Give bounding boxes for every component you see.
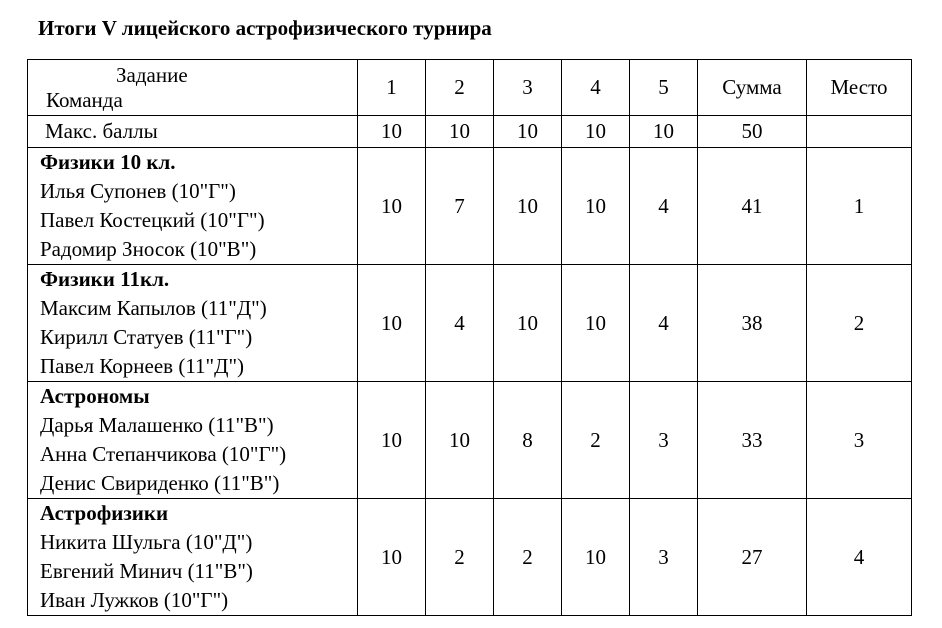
- score-task-4: 10: [562, 265, 630, 382]
- max-points-1: 10: [358, 116, 426, 148]
- max-points-4: 10: [562, 116, 630, 148]
- score-task-5: 3: [630, 382, 698, 499]
- team-member: Дарья Малашенко (11"В"): [40, 413, 274, 437]
- team-cell: [28, 499, 358, 616]
- team-member: Максим Капылов (11"Д"): [40, 296, 267, 320]
- max-points-place: [807, 116, 912, 148]
- team-member: Радомир Зносок (10"В"): [40, 237, 257, 261]
- table-row: [28, 382, 912, 499]
- score-sum: 27: [698, 499, 807, 616]
- team-member: Иван Лужков (10"Г"): [40, 588, 229, 612]
- team-name: Астрономы: [40, 384, 150, 408]
- table-row: [28, 499, 912, 616]
- team-member: Анна Степанчикова (10"Г"): [40, 442, 287, 466]
- score-task-1: 10: [358, 499, 426, 616]
- header-task-3: 3: [494, 60, 562, 116]
- score-task-5: 4: [630, 148, 698, 265]
- header-team-label: Команда: [46, 87, 123, 112]
- score-task-5: 3: [630, 499, 698, 616]
- score-sum: 41: [698, 148, 807, 265]
- team-cell: [28, 265, 358, 382]
- score-task-4: 10: [562, 499, 630, 616]
- score-task-3: 10: [494, 148, 562, 265]
- score-task-2: 4: [426, 265, 494, 382]
- team-name: Астрофизики: [40, 501, 169, 525]
- team-place: 4: [807, 499, 912, 616]
- table-row: [28, 265, 912, 382]
- score-task-2: 10: [426, 382, 494, 499]
- team-member: Никита Шульга (10"Д"): [40, 530, 253, 554]
- header-corner-cell: [28, 60, 358, 116]
- results-table: [27, 59, 912, 616]
- team-member: Кирилл Статуев (11"Г"): [40, 325, 253, 349]
- team-name: Физики 11кл.: [40, 267, 170, 291]
- header-task-4: 4: [562, 60, 630, 116]
- max-points-2: 10: [426, 116, 494, 148]
- max-points-sum: 50: [698, 116, 807, 148]
- score-task-3: 8: [494, 382, 562, 499]
- score-task-5: 4: [630, 265, 698, 382]
- score-task-3: 2: [494, 499, 562, 616]
- team-cell: [28, 148, 358, 265]
- team-member: Павел Корнеев (11"Д"): [40, 354, 245, 378]
- team-place: 2: [807, 265, 912, 382]
- score-sum: 38: [698, 265, 807, 382]
- score-task-1: 10: [358, 148, 426, 265]
- max-points-row: [28, 116, 912, 148]
- team-member: Евгений Минич (11"В"): [40, 559, 253, 583]
- team-cell: [28, 382, 358, 499]
- score-task-3: 10: [494, 265, 562, 382]
- score-task-2: 2: [426, 499, 494, 616]
- score-task-4: 2: [562, 382, 630, 499]
- max-points-5: 10: [630, 116, 698, 148]
- score-sum: 33: [698, 382, 807, 499]
- header-place: Место: [807, 60, 912, 116]
- score-task-2: 7: [426, 148, 494, 265]
- team-place: 3: [807, 382, 912, 499]
- team-name: Физики 10 кл.: [40, 150, 176, 174]
- score-task-1: 10: [358, 265, 426, 382]
- max-points-label: Макс. баллы: [28, 116, 358, 148]
- header-task-5: 5: [630, 60, 698, 116]
- team-member: Павел Костецкий (10"Г"): [40, 208, 265, 232]
- header-sum: Сумма: [698, 60, 807, 116]
- team-member: Денис Свириденко (11"В"): [40, 471, 280, 495]
- header-task-label: Задание: [116, 62, 188, 87]
- header-task-2: 2: [426, 60, 494, 116]
- header-task-1: 1: [358, 60, 426, 116]
- max-points-3: 10: [494, 116, 562, 148]
- team-place: 1: [807, 148, 912, 265]
- score-task-1: 10: [358, 382, 426, 499]
- score-task-4: 10: [562, 148, 630, 265]
- team-member: Илья Супонев (10"Г"): [40, 179, 236, 203]
- page-title: Итоги V лицейского астрофизического турнира: [38, 16, 492, 40]
- table-row: [28, 148, 912, 265]
- header-row: [28, 60, 912, 116]
